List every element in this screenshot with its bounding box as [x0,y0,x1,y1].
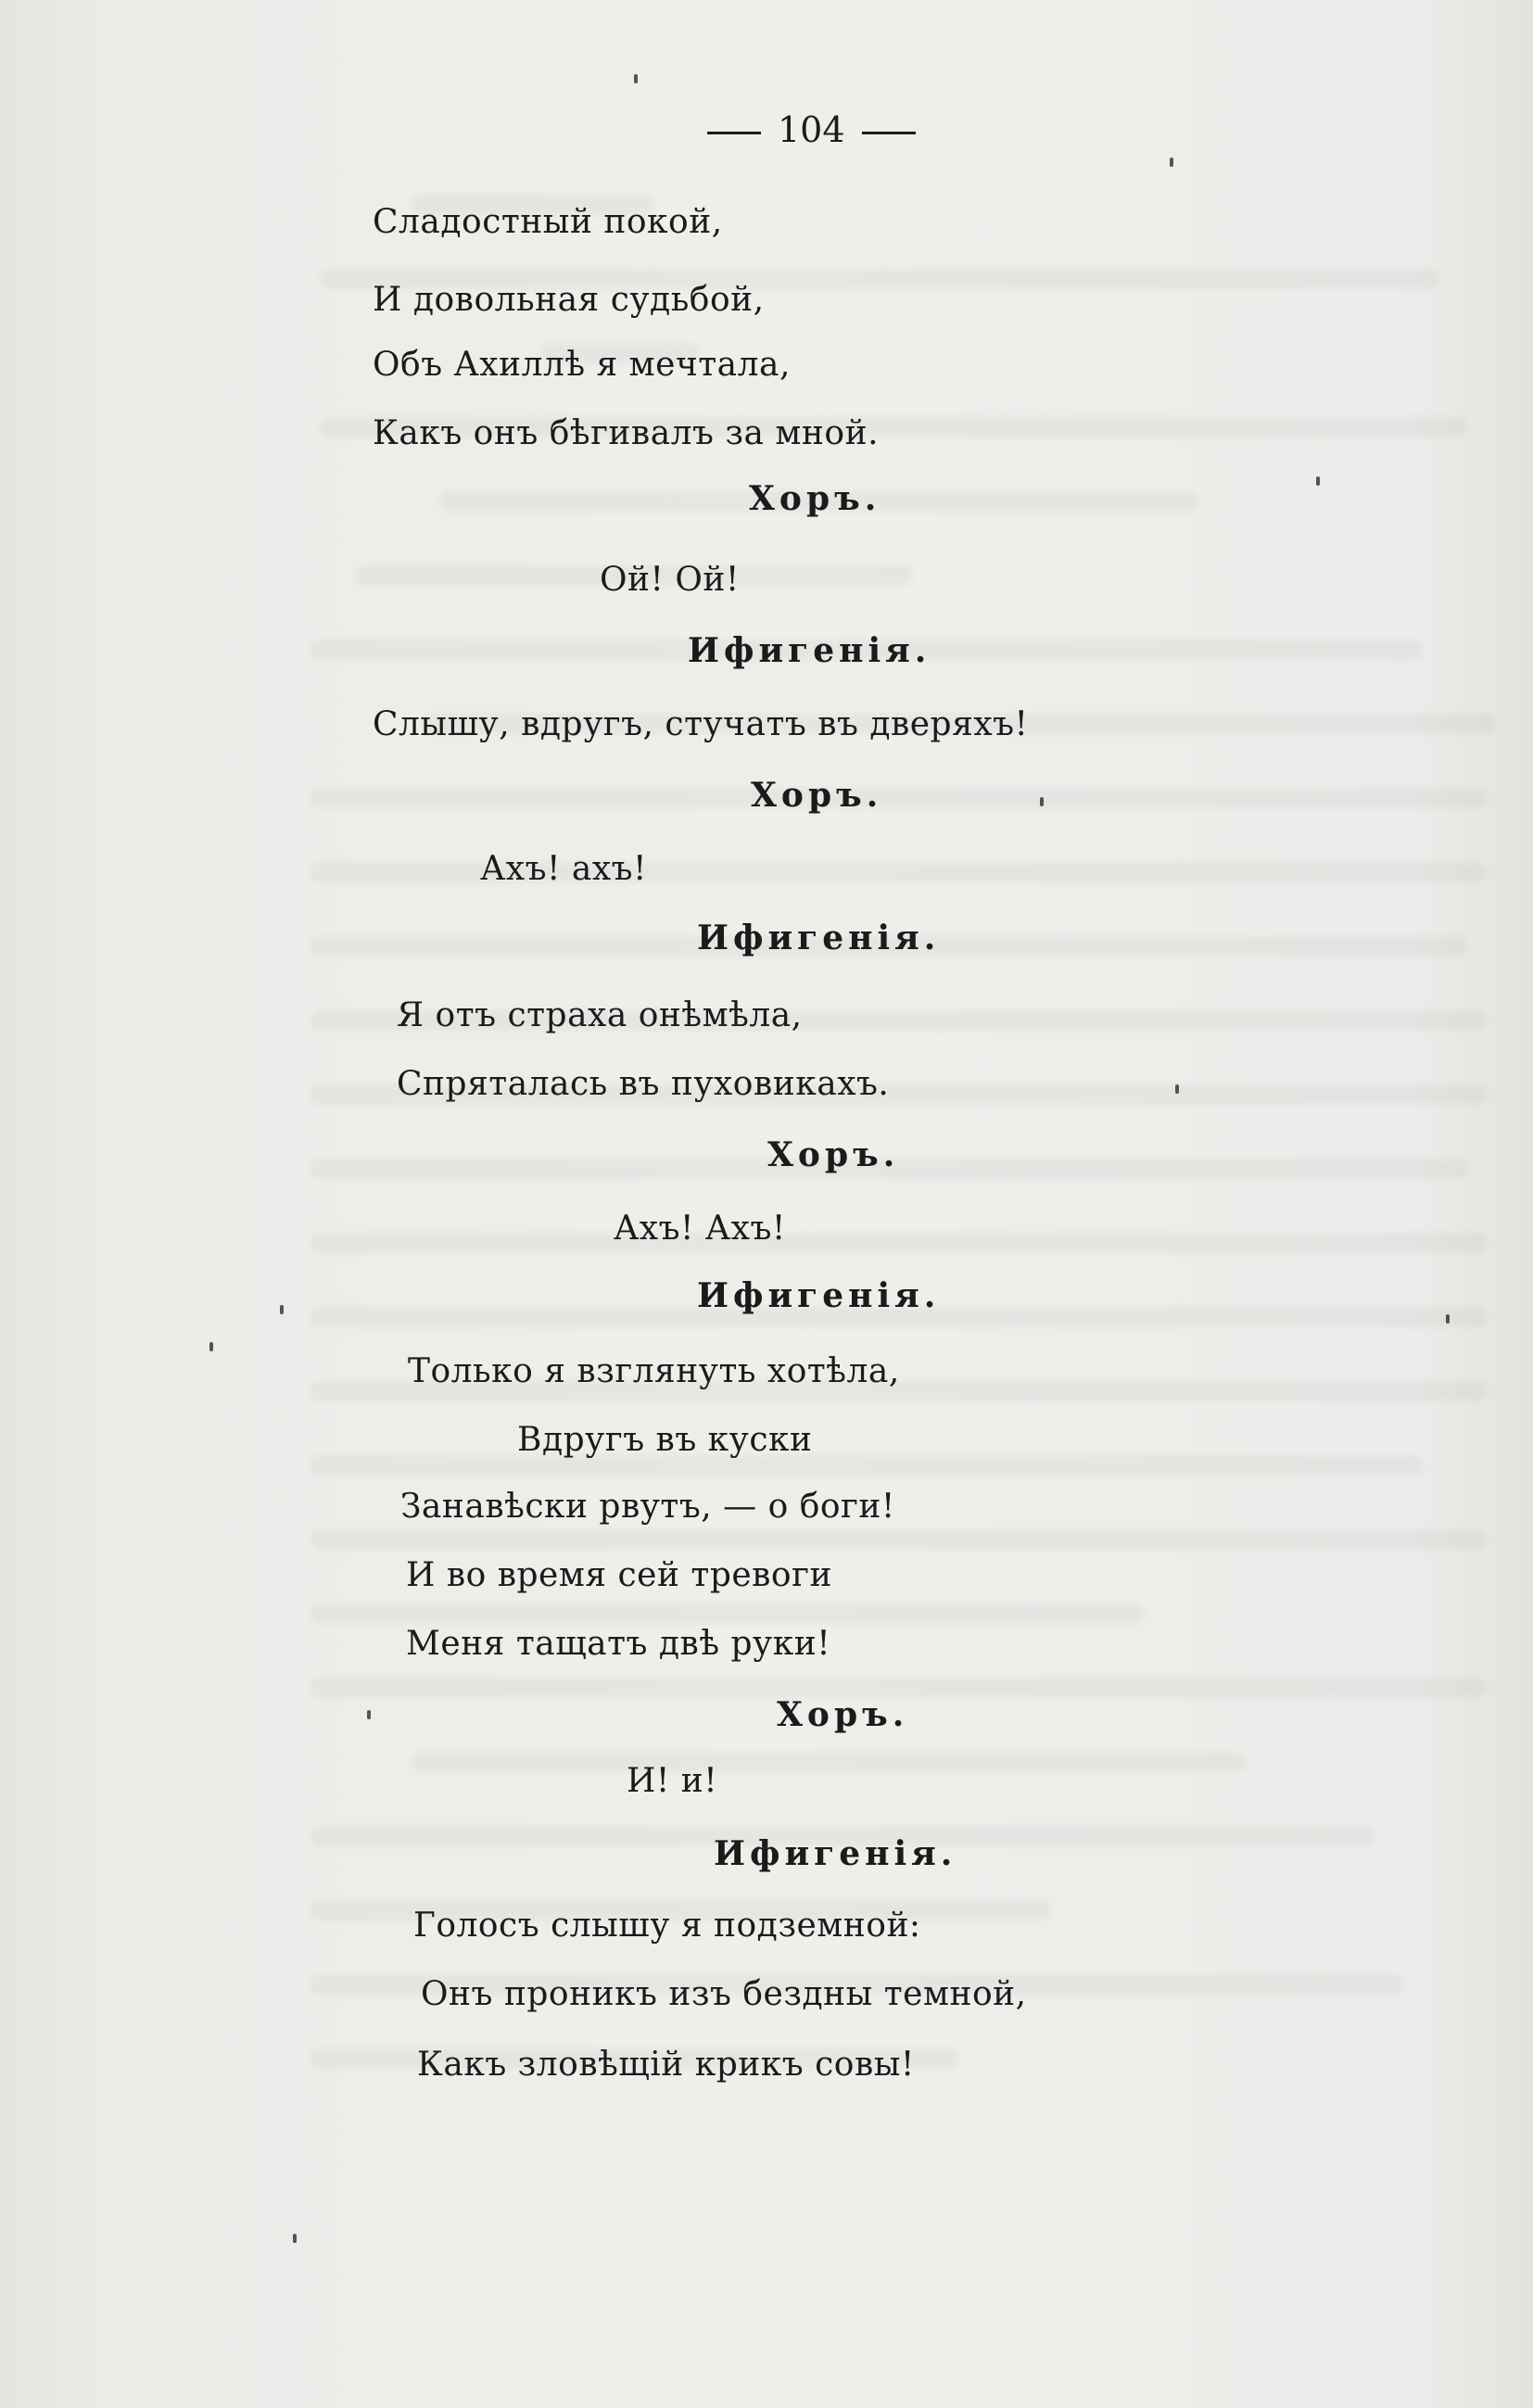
verse-line: Объ Ахиллѣ я мечтала, [373,346,791,384]
ink-speck [1040,797,1044,806]
ink-speck [367,1710,371,1719]
verse-line: Ахъ! ахъ! [480,850,648,888]
verse-line: Какъ зловѣщій крикъ совы! [417,2046,915,2084]
ink-speck [1170,158,1173,167]
page-number-dash-left [707,132,761,134]
verse-line: Занавѣски рвутъ, — о боги! [400,1488,895,1526]
ink-speck [209,1342,213,1351]
verse-line: И во время сей тревоги [406,1556,832,1594]
page-number-dash-right [862,132,916,134]
speaker-name: Хоръ. [751,776,883,815]
ink-speck [1316,476,1320,486]
speaker-name: Хоръ. [767,1135,900,1174]
verse-line: Меня тащатъ двѣ руки! [406,1625,831,1663]
verse-line: Какъ онъ бѣгивалъ за мной. [373,414,880,452]
bleed-through-text [300,158,1533,2197]
page-number [690,109,932,150]
verse-line: И довольная судьбой, [373,281,765,319]
verse-line: Слышу, вдругъ, стучатъ въ дверяхъ! [373,705,1029,743]
ink-speck [293,2234,297,2243]
verse-line: Вдругъ въ куски [517,1421,813,1459]
ink-speck [1175,1084,1179,1094]
ink-speck [634,74,638,83]
verse-line: Ой! Ой! [600,561,740,599]
page-number-value: 104 [778,109,845,150]
verse-line: Ахъ! Ахъ! [614,1210,786,1248]
verse-line: Я отъ страха онѣмѣла, [397,996,803,1034]
ink-speck [1446,1314,1450,1324]
speaker-name: Ифигенія. [714,1834,957,1873]
verse-line: Сладостный покой, [373,203,723,241]
verse-line: Только я взглянуть хотѣла, [408,1352,900,1390]
speaker-name: Хоръ. [749,479,881,518]
verse-line: И! и! [627,1762,718,1800]
verse-line: Спряталась въ пуховикахъ. [397,1065,890,1103]
ink-speck [280,1305,284,1314]
verse-line: Онъ проникъ изъ бездны темной, [421,1975,1027,2013]
verse-line: Голосъ слышу я подземной: [413,1907,921,1945]
speaker-name: Ифигенія. [688,631,931,670]
speaker-name: Ифигенія. [697,1276,941,1315]
speaker-name: Ифигенія. [697,919,941,957]
speaker-name: Хоръ. [777,1695,909,1734]
